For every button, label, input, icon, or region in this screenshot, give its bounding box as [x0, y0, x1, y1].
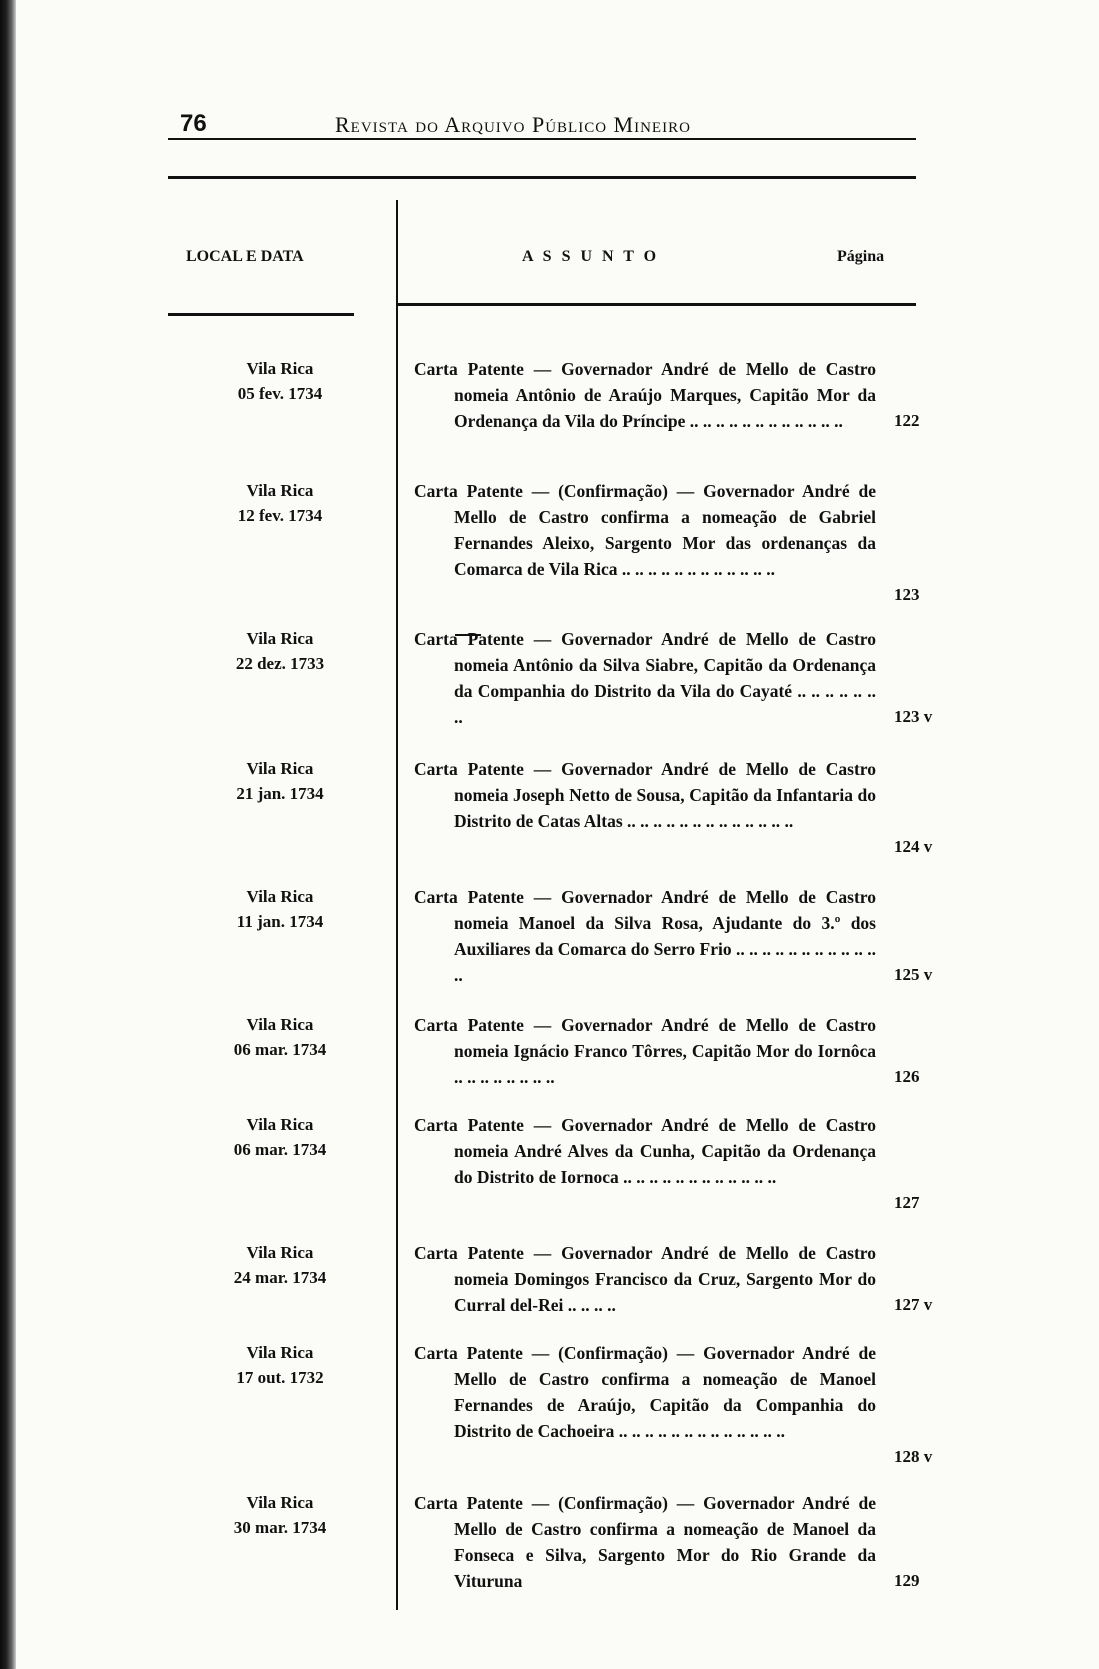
entry-page: 124 v: [894, 837, 933, 856]
entry-location: [180, 756, 380, 806]
entry-place: Vila Rica: [246, 359, 314, 378]
entry-place: Vila Rica: [246, 1115, 314, 1134]
entry-subject: [414, 756, 876, 834]
entry-page: 123 v: [894, 707, 933, 726]
entry-subject: [414, 626, 876, 730]
entry-subject-text: Carta Patente — Governador André de Mello de Castro nomeia Joseph Netto de Sousa, Capitão da Infantaria do Distrito de Catas Altas .. .. .. .. .. .. .. .. .. .. .. .. ..: [414, 759, 876, 831]
entry-page: 127: [894, 1193, 920, 1212]
book-spine-shadow: [0, 0, 16, 1669]
entry-subject-text: Carta Patente — (Confirmação) — Governador André de Mello de Castro confirma a nomeação de Manoel Fernandes de Araújo, Capitão da Companhia do Distrito de Cachoeira .. .. .. .. .. .. .. .. .. .. .. .. ..: [414, 1343, 876, 1441]
entry-page: 125 v: [894, 965, 933, 984]
entry-subject: [414, 1112, 876, 1190]
column-header-assunto: A S S U N T O: [522, 248, 660, 265]
column-divider: [396, 200, 398, 1610]
entry-date: 24 mar. 1734: [233, 1268, 327, 1287]
entry-subject: [414, 478, 876, 582]
entry-location: [180, 356, 380, 406]
entry-date: 22 dez. 1733: [235, 654, 325, 673]
entry-subject-text: Carta Patente — Governador André de Mello de Castro nomeia Manoel da Silva Rosa, Ajudante do 3.º dos Auxiliares da Comarca do Serro Frio .. .. .. .. .. .. .. .. .. .. .. ..: [414, 887, 876, 985]
entry-subject-text: Carta Patente — Governador André de Mello de Castro nomeia Ignácio Franco Tôrres, Capitão Mor do Iornôca .. .. .. .. .. .. .. ..: [414, 1015, 876, 1087]
entry-subject-text: Carta Patente — Governador André de Mello de Castro nomeia Antônio de Araújo Marques, Capitão Mor da Ordenança da Vila do Príncipe .. .. .. .. .. .. .. .. .. .. .. ..: [414, 359, 876, 431]
entry-place: Vila Rica: [246, 1493, 314, 1512]
entry-subject-text: Carta Patente — Governador André de Mello de Castro nomeia Domingos Francisco da Cruz, Sargento Mor do Curral del-Rei .. .. .. ..: [414, 1243, 876, 1315]
table-top-rule: [168, 176, 916, 179]
entry-date: 17 out. 1732: [236, 1368, 324, 1387]
entry-place: Vila Rica: [246, 759, 314, 778]
entry-subject-text: Carta Patente — Governador André de Mello de Castro nomeia André Alves da Cunha, Capitão da Ordenança do Distrito de Iornoca .. .. .. .. .. .. .. .. .. .. .. ..: [414, 1115, 876, 1187]
header-rule: [168, 138, 916, 140]
entry-subject: [414, 1490, 876, 1594]
entry-page: 128 v: [894, 1447, 933, 1466]
entry-date: 12 fev. 1734: [237, 506, 323, 525]
column-header-pagina: Página: [837, 248, 885, 265]
entry-location: [180, 626, 380, 676]
entry-page: 126: [894, 1067, 920, 1086]
page-number: 76: [180, 110, 207, 137]
entry-place: Vila Rica: [246, 1343, 314, 1362]
entry-place: Vila Rica: [246, 887, 314, 906]
entry-location: [180, 1340, 380, 1390]
entry-page: 123: [894, 585, 920, 604]
entry-date: 06 mar. 1734: [233, 1140, 327, 1159]
entry-date: 06 mar. 1734: [233, 1040, 327, 1059]
entry-date: 05 fev. 1734: [237, 384, 323, 403]
column-header-local: LOCAL E DATA: [186, 248, 304, 265]
entry-date: 11 jan. 1734: [236, 912, 324, 931]
entry-location: [180, 1490, 380, 1540]
page-header: [180, 108, 980, 148]
entry-page: 122: [894, 411, 920, 430]
entry-subject-text: Carta Patente — Governador André de Mello de Castro nomeia Antônio da Silva Siabre, Capitão da Ordenança da Companhia do Distrito da Vila do Cayaté .. .. .. .. .. .. ..: [414, 629, 876, 727]
entry-page: 127 v: [894, 1295, 933, 1314]
assunto-header-rule: [398, 303, 916, 306]
local-header-rule: [168, 313, 354, 316]
entry-place: Vila Rica: [246, 629, 314, 648]
entry-date: 30 mar. 1734: [233, 1518, 327, 1537]
entry-subject: [414, 1012, 876, 1090]
entry-location: [180, 478, 380, 528]
entry-location: [180, 884, 380, 934]
entry-place: Vila Rica: [246, 481, 314, 500]
entry-subject: [414, 884, 876, 988]
entry-location: [180, 1112, 380, 1162]
entry-page: 129: [894, 1571, 920, 1590]
entry-subject: [414, 1240, 876, 1318]
entry-location: [180, 1012, 380, 1062]
entry-place: Vila Rica: [246, 1015, 314, 1034]
entry-subject-text: Carta Patente — (Confirmação) — Governador André de Mello de Castro confirma a nomeação de Manoel da Fonseca e Silva, Sargento Mor do Rio Grande da Vituruna: [414, 1493, 876, 1591]
entry-date: 21 jan. 1734: [236, 784, 324, 803]
entry-place: Vila Rica: [246, 1243, 314, 1262]
entry-subject-text: Carta Patente — (Confirmação) — Governador André de Mello de Castro confirma a nomeação de Gabriel Fernandes Aleixo, Sargento Mor das ordenanças da Comarca de Vila Rica .. .. .. .. .. .. .. .. .. .. .. ..: [414, 481, 876, 579]
entry-location: [180, 1240, 380, 1290]
entry-subject: [414, 356, 876, 434]
journal-title: Revista do Arquivo Público Mineiro: [335, 112, 691, 137]
entry-subject: [414, 1340, 876, 1444]
